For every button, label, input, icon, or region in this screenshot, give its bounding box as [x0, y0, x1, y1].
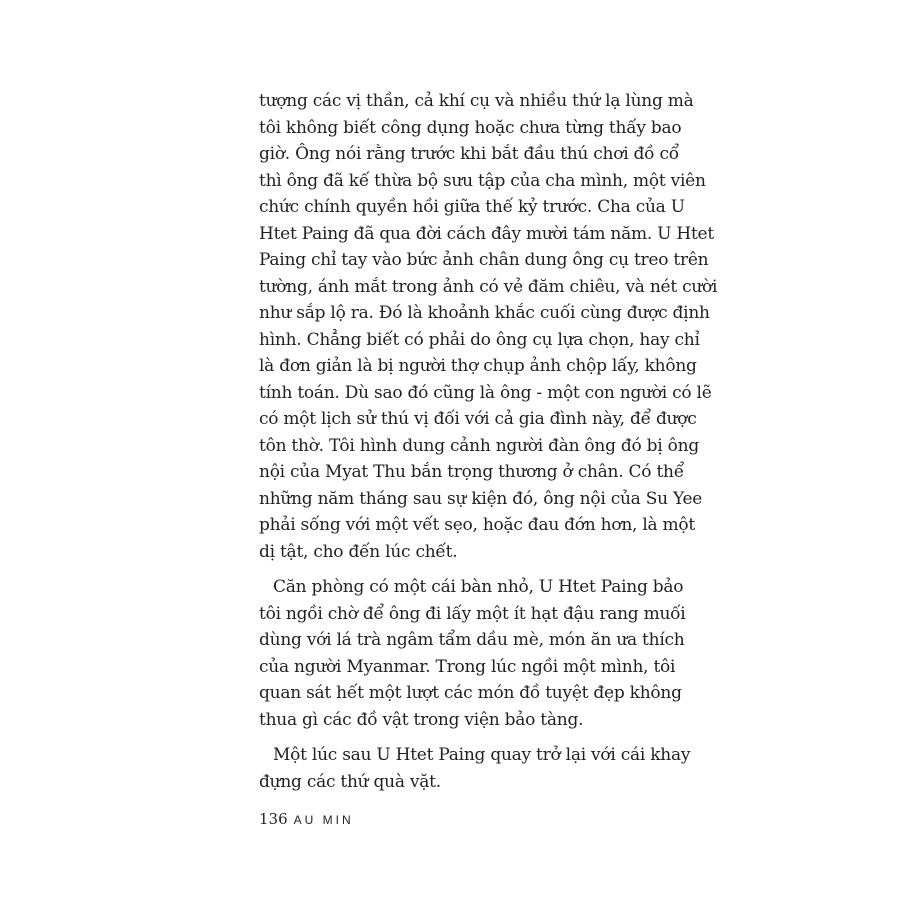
text-line: của người Myanmar. Trong lúc ngồi một mình, tôi [259, 656, 676, 677]
page-number: 136 [259, 810, 288, 828]
text-line: như sắp lộ ra. Đó là khoảnh khắc cuối cùng được định [259, 303, 710, 323]
text-line: Một lúc sau U Htet Paing quay trở lại với cái khay [273, 745, 691, 765]
text-line: quan sát hết một lượt các món đồ tuyệt đẹp không [259, 683, 682, 703]
text-line: giờ. Ông nói rằng trước khi bắt đầu thú chơi đồ cổ [259, 144, 679, 164]
text-line: phải sống với một vết sẹo, hoặc đau đớn hơn, là một [259, 515, 695, 535]
paragraph-spacer [259, 733, 669, 742]
text-line: Căn phòng có một cái bàn nhỏ, U Htet Paing bảo [273, 577, 684, 597]
text-line: thì ông đã kế thừa bộ sưu tập của cha mình, một viên [259, 170, 706, 191]
text-line: hình. Chẳng biết có phải do ông cụ lựa chọn, hay chỉ [259, 329, 700, 350]
body-text [259, 88, 718, 795]
text-line: tính toán. Dù sao đó cũng là ông - một con người có lẽ [259, 382, 712, 403]
text-line: có một lịch sử thú vị đối với cả gia đình này, để được [259, 409, 697, 429]
page-footer [259, 810, 354, 829]
text-line: tượng các vị thần, cả khí cụ và nhiều thứ lạ lùng mà [259, 91, 694, 111]
text-line: Paing chỉ tay vào bức ảnh chân dung ông cụ treo trên [259, 250, 709, 270]
text-line: tôi không biết công dụng hoặc chưa từng thấy bao [259, 117, 682, 138]
paragraph-1 [259, 88, 718, 565]
text-line: đựng các thứ quà vặt. [259, 771, 441, 792]
text-line: những năm tháng sau sự kiện đó, ông nội của Su Yee [259, 488, 703, 509]
text-line: chức chính quyền hồi giữa thế kỷ trước. Cha của U [259, 197, 685, 217]
text-line: tường, ánh mắt trong ảnh có vẻ đăm chiêu, và nét cười [259, 276, 718, 297]
text-line: là đơn giản là bị người thợ chụp ảnh chộp lấy, không [259, 356, 697, 376]
text-line: Htet Paing đã qua đời cách đây mười tám năm. U Htet [259, 223, 714, 244]
text-line: tôi ngồi chờ để ông đi lấy một ít hạt đậu rang muối [259, 603, 686, 624]
text-line: nội của Myat Thu bắn trọng thương ở chân. Có thể [259, 462, 684, 482]
text-line: dị tật, cho đến lúc chết. [259, 541, 458, 562]
text-line: tôn thờ. Tôi hình dung cảnh người đàn ông đó bị ông [259, 435, 699, 456]
paragraph-spacer [259, 565, 669, 574]
text-line: dùng với lá trà ngâm tẩm dầu mè, món ăn ưa thích [259, 630, 685, 650]
paragraph-2 [259, 574, 686, 733]
running-head-author: AU MIN [293, 813, 354, 827]
paragraph-3 [259, 742, 691, 795]
text-line: thua gì các đồ vật trong viện bảo tàng. [259, 709, 584, 730]
